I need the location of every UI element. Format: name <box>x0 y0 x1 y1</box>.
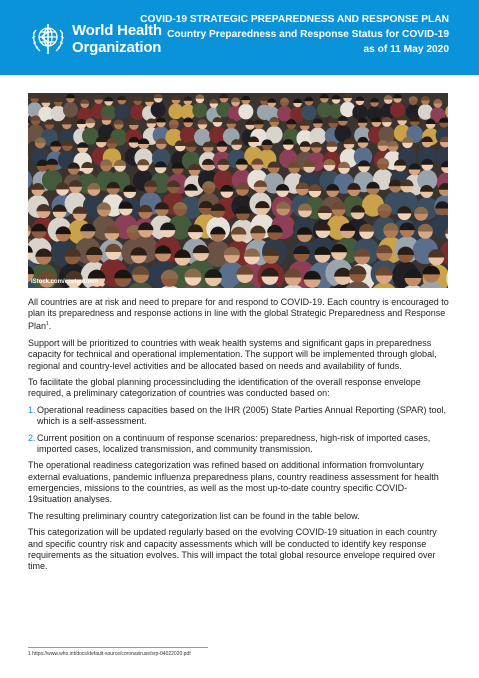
document-title <box>140 12 449 57</box>
paragraph-1 <box>28 297 450 333</box>
footnote-ref: 1 <box>46 321 49 328</box>
list-text: Current position on a continuum of response scenarios: preparedness, high-risk of imported cases, imported cases, localized transmission, and community transmission. <box>37 432 431 454</box>
title-line2: Country Preparedness and Response Status for COVID-19 <box>167 29 449 40</box>
photo-credit: iStock.com/czetgutmen <box>31 279 99 285</box>
paragraph-1-text: All countries are at risk and need to prepare for and respond to COVID-19. Each country is encouraged to plan its preparedness and response actions in line with the global Strategic Preparedness and Response Plan <box>28 297 449 332</box>
footnote-divider <box>28 647 208 648</box>
paragraph-4: The operational readiness categorization was refined based on additional information fromvoluntary external evaluations, pandemic influenza preparedness plans, country readiness assessment for health emergencies, missions to the countries, as well as the most up-to-date country specific COVID-19situation analyses. <box>28 460 439 505</box>
list-item <box>28 405 450 427</box>
list-number: 1. <box>28 405 36 416</box>
footnote: 1 https://www.who.int/docs/default-source/coronaviruse/srp-04022020.pdf <box>28 651 191 657</box>
paragraph-6: This categorization will be updated regularly based on the evolving COVID-19 situation in each country and specific country risk and capacity assessments which will be conducted to identify key response requirements as the situation evolves. This will impact the total global resource envelope required over time. <box>28 527 437 572</box>
title-line1: COVID-19 STRATEGIC PREPAREDNESS AND RESPONSE PLAN <box>140 14 449 25</box>
crowd-photo <box>28 93 448 288</box>
list-text: Operational readiness capacities based on the IHR (2005) State Parties Annual Reporting (SPAR) tool, which is a self-assessment. <box>37 405 447 427</box>
body-text <box>28 297 450 578</box>
paragraph-5: The resulting preliminary country categorization list can be found in the table below. <box>28 510 360 521</box>
criteria-list <box>28 405 450 455</box>
who-emblem-icon <box>28 18 68 58</box>
org-name-line1: World Health <box>72 22 162 39</box>
crowd-image <box>28 93 448 288</box>
header-banner <box>0 0 479 75</box>
paragraph-3: To facilitate the global planning processincluding the identification of the overall response envelope required, a preliminary categorization of countries was conducted based on: <box>28 377 421 399</box>
title-line3: as of 11 May 2020 <box>363 44 449 55</box>
list-item <box>28 433 450 455</box>
list-number: 2. <box>28 432 36 443</box>
paragraph-2: Support will be prioritized to countries with weak health systems and significant gaps in preparedness capacity for technical and operational implementation. The support will be implemented through global, regional and country-level activities and be allocated based on needs and availability of funds. <box>28 338 437 371</box>
paragraph-1-end: . <box>48 321 52 332</box>
org-name-line2: Organization <box>72 39 162 56</box>
